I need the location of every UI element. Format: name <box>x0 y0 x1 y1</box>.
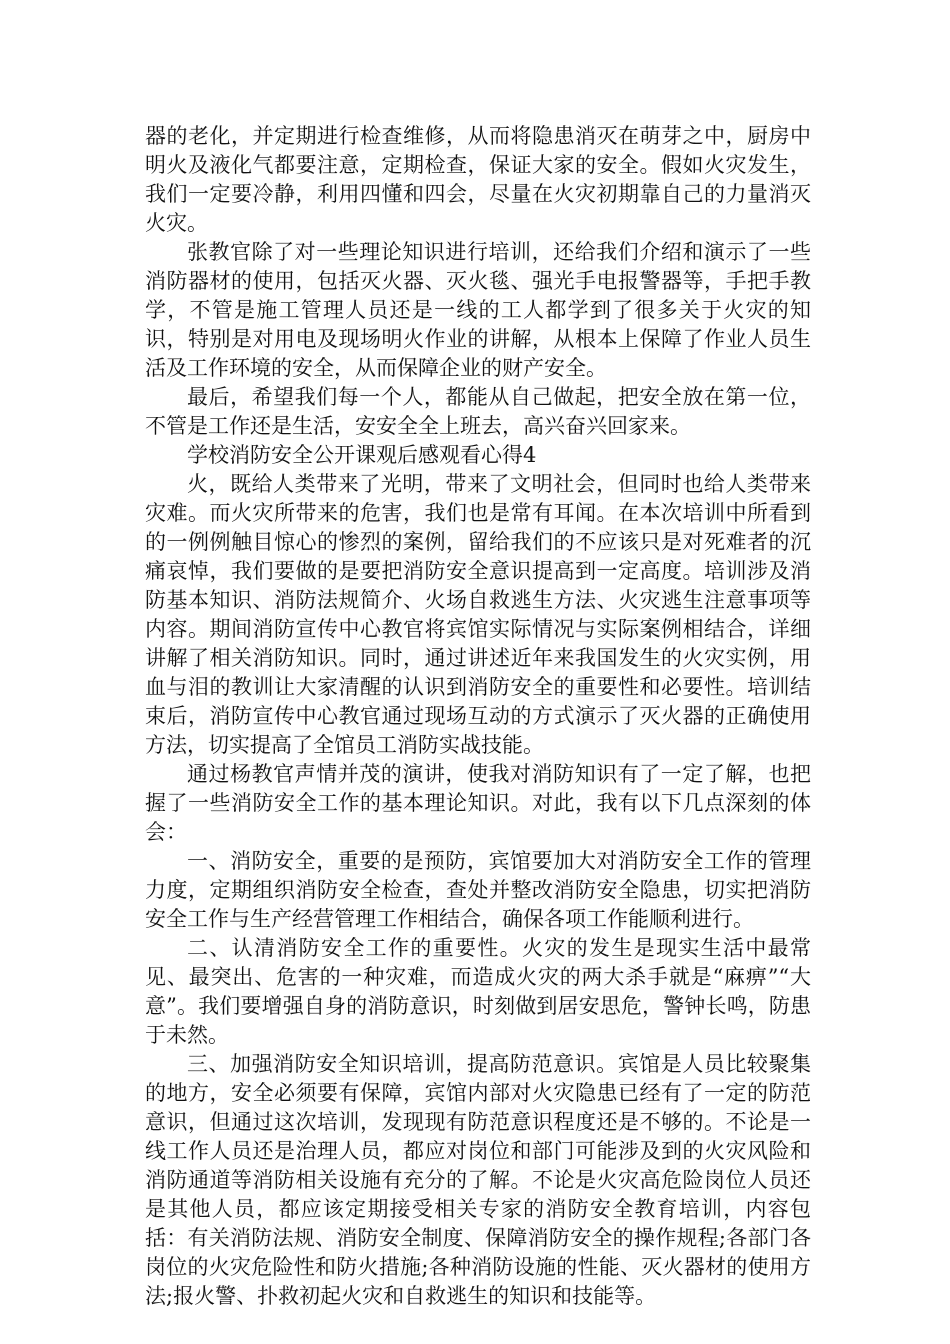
paragraph-fire-intro: 火，既给人类带来了光明，带来了文明社会，但同时也给人类带来灾难。而火灾所带来的危害，我们也是常有耳闻。在本次培训中所看到的一例例触目惊心的惨烈的案例，留给我们的不应该只是对死难者的沉痛哀悼，我们要做的是要把消防安全意识提高到一定高度。培训涉及消防基本知识、消防法规简介、火场自救逃生方法、火灾逃生注意事项等内容。期间消防宣传中心教官将宾馆实际情况与实际案例相结合，详细讲解了相关消防知识。同时，通过讲述近年来我国发生的火灾实例，用血与泪的教训让大家清醒的认识到消防安全的重要性和必要性。培训结束后，消防宣传中心教官通过现场互动的方式演示了灭火器的正确使用方法，切实提高了全馆员工消防实战技能。 <box>145 472 811 757</box>
paragraph-point-one: 一、消防安全，重要的是预防，宾馆要加大对消防安全工作的管理力度，定期组织消防安全检查，查处并整改消防安全隐患，切实把消防安全工作与生产经营管理工作相结合，确保各项工作能顺利进行。 <box>145 849 811 931</box>
paragraph-point-two: 二、认清消防安全工作的重要性。火灾的发生是现实生活中最常见、最突出、危害的一种灾难，而造成火灾的两大杀手就是“麻痹”“大意”。我们要增强自身的消防意识，时刻做到居安思危，警钟长鸣，防患于未然。 <box>145 936 811 1047</box>
document-page <box>145 122 811 1311</box>
paragraph-instructor-yang: 通过杨教官声情并茂的演讲，使我对消防知识有了一定了解，也把握了一些消防安全工作的基本理论知识。对此，我有以下几点深刻的体会： <box>145 762 811 844</box>
paragraph-continuation: 器的老化，并定期进行检查维修，从而将隐患消灭在萌芽之中，厨房中明火及液化气都要注意，定期检查，保证大家的安全。假如火灾发生，我们一定要冷静，利用四懂和四会，尽量在火灾初期靠自己的力量消灭火灾。 <box>145 124 811 235</box>
paragraph-point-three: 三、加强消防安全知识培训，提高防范意识。宾馆是人员比较聚集的地方，安全必须要有保障，宾馆内部对火灾隐患已经有了一定的防范意识，但通过这次培训，发现现有防范意识程度还是不够的。不论是一线工作人员还是治理人员，都应对岗位和部门可能涉及到的火灾风险和消防通道等消防相关设施有充分的了解。不论是火灾高危险岗位人员还是其他人员，都应该定期接受相关专家的消防安全教育培训，内容包括：有关消防法规、消防安全制度、保障消防安全的操作规程;各部门各岗位的火灾危险性和防火措施;各种消防设施的性能、灭火器材的使用方法;报火警、扑救初起火灾和自救逃生的知识和技能等。 <box>145 1052 811 1308</box>
paragraph-instructor-zhang: 张教官除了对一些理论知识进行培训，还给我们介绍和演示了一些消防器材的使用，包括灭火器、灭火毯、强光手电报警器等，手把手教学，不管是施工管理人员还是一线的工人都学到了很多关于火灾的知识，特别是对用电及现场明火作业的讲解，从根本上保障了作业人员生活及工作环境的安全，从而保障企业的财产安全。 <box>145 240 811 380</box>
section-heading: 学校消防安全公开课观后感观看心得4 <box>187 443 537 467</box>
paragraph-closing: 最后，希望我们每一个人，都能从自己做起，把安全放在第一位，不管是工作还是生活，安安全全上班去，高兴奋兴回家来。 <box>145 385 811 438</box>
